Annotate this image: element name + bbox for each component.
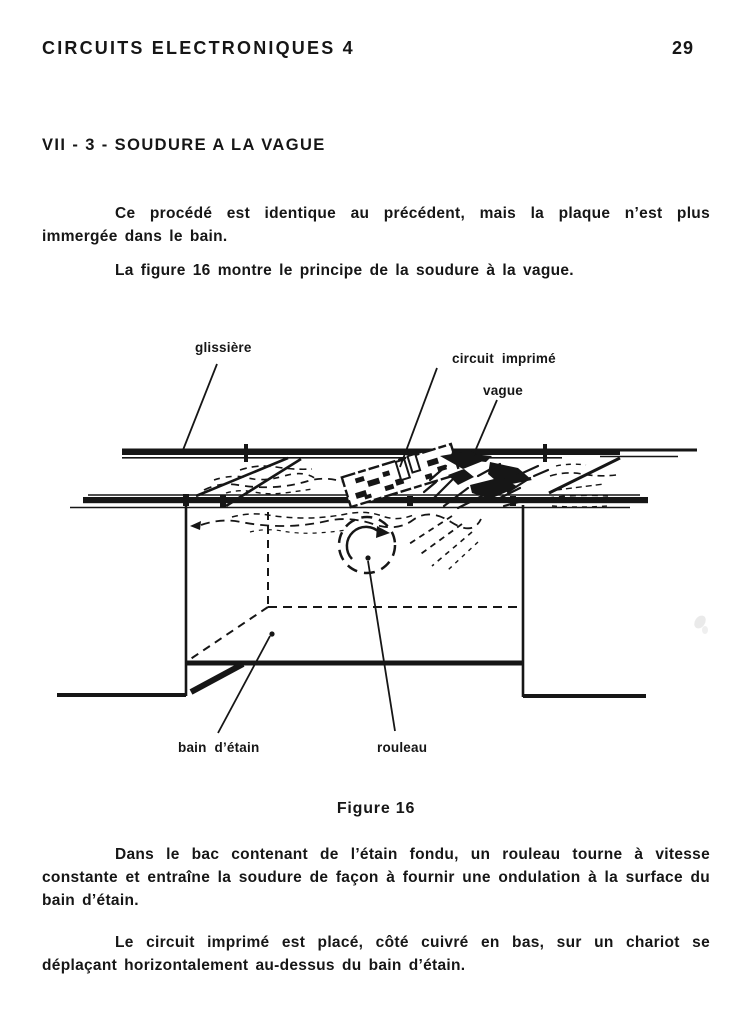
label-glissiere: glissière — [195, 340, 252, 355]
leader-lines — [183, 364, 497, 733]
bain-etain-leader — [218, 636, 270, 733]
label-bain-etain: bain d’étain — [178, 740, 260, 755]
paragraph-roller-description: Dans le bac contenant de l’étain fondu, un rouleau tourne à vitesse constante et entraîne la soudure de façon à fournir une ondulation à la surface du bain d’étain. — [42, 846, 710, 909]
document-title: CIRCUITS ELECTRONIQUES 4 — [42, 38, 355, 58]
scan-artifact — [692, 613, 708, 634]
figure-caption: Figure 16 — [336, 800, 416, 817]
label-vague: vague — [483, 383, 524, 398]
rouleau-leader — [368, 561, 395, 731]
glissiere-leader — [183, 364, 217, 450]
paragraph-intro: Ce procédé est identique au précédent, mais la plaque n’est plus immergée dans le bain. — [42, 205, 710, 245]
wave-soldering-diagram — [0, 330, 752, 760]
paragraph-chariot-description: Le circuit imprimé est placé, côté cuivré en bas, sur un chariot se déplaçant horizontalement au-dessus du bain d’étain. — [42, 934, 710, 974]
page-header — [42, 38, 694, 59]
section-heading: VII - 3 - SOUDURE A LA VAGUE — [42, 136, 326, 154]
label-rouleau: rouleau — [377, 740, 428, 755]
bain-etain-leader-dot — [269, 631, 274, 636]
figure-16 — [0, 330, 752, 760]
page-number: 29 — [671, 38, 694, 58]
paragraph-figure-ref: La figure 16 montre le principe de la soudure à la vague. — [115, 262, 574, 279]
roller — [339, 517, 395, 573]
label-circuit-imprime: circuit imprimé — [452, 351, 556, 366]
tin-bath-surface — [190, 512, 481, 533]
